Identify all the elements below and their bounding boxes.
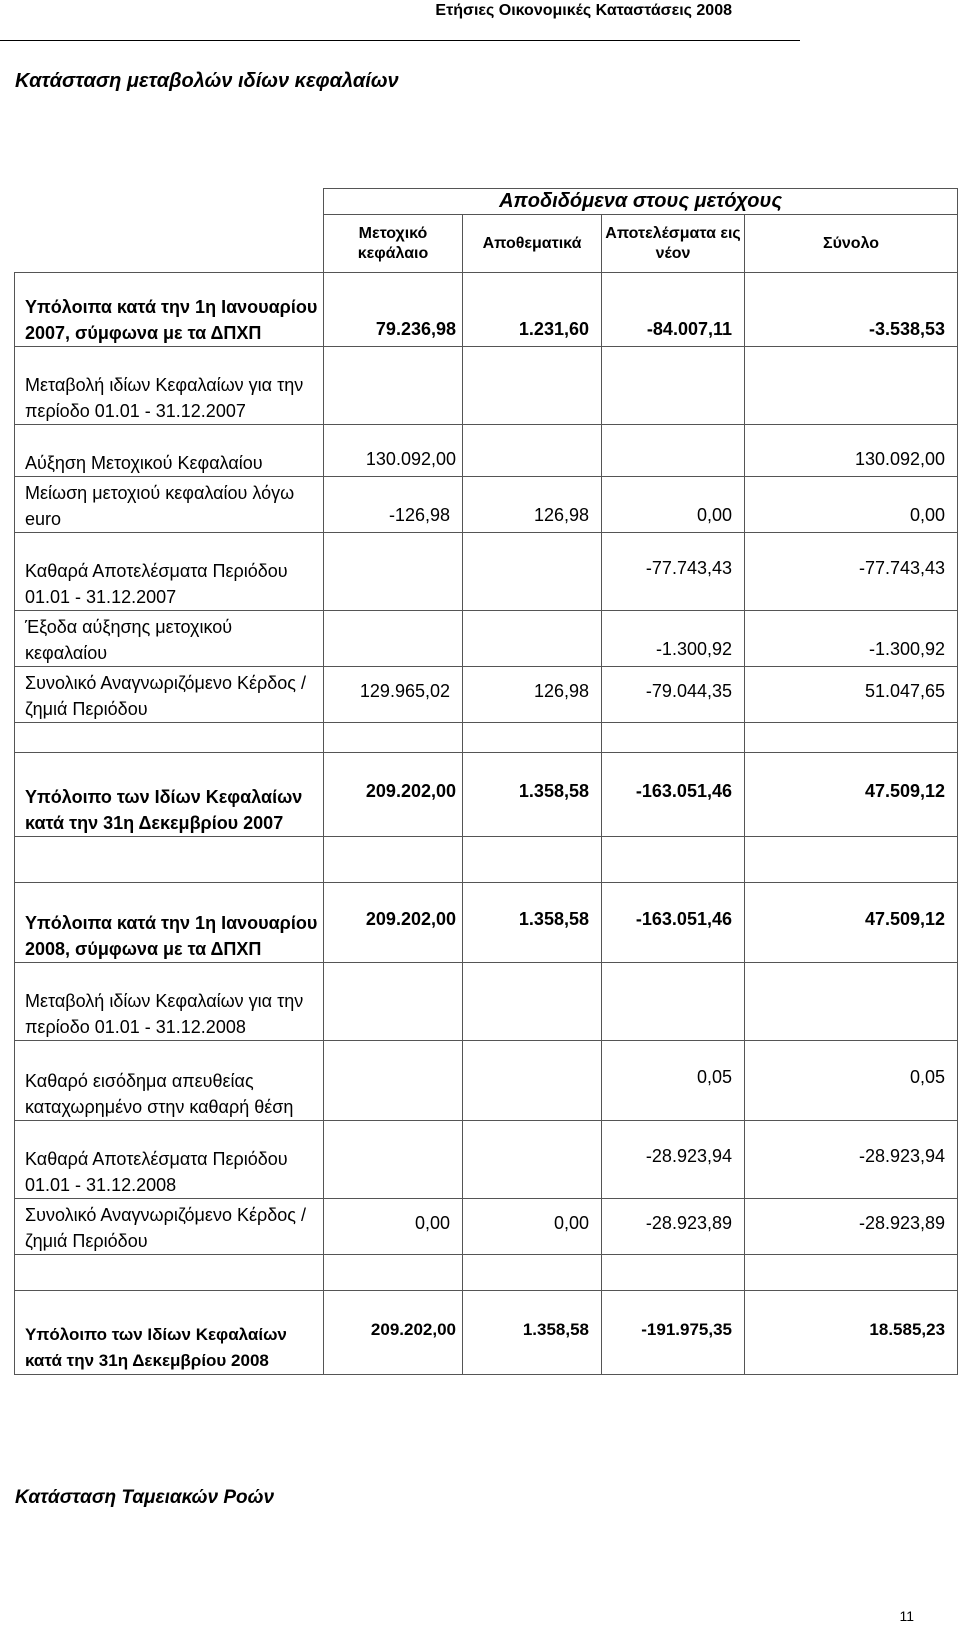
row-label: Καθαρά Αποτελέσματα Περιόδου 01.01 - 31.12.2008 [15,1121,324,1199]
cell-value: 209.202,00 [324,1291,463,1375]
cell-value: 130.092,00 [745,425,958,477]
cell-value: 47.509,12 [745,753,958,837]
col-header-share-capital: Μετοχικό κεφάλαιο [324,215,463,273]
cell-value: 1.358,58 [463,1291,602,1375]
cell-value: -163.051,46 [602,883,745,963]
cell-value: 0,00 [324,1199,463,1255]
section-title-cash-flows: Κατάσταση Ταμειακών Ροών [15,1487,275,1508]
cell-value: 18.585,23 [745,1291,958,1375]
cell-value: -126,98 [324,477,463,533]
cell-value: -28.923,94 [745,1121,958,1199]
row-label: Μεταβολή ιδίων Κεφαλαίων για την περίοδο 01.01 - 31.12.2007 [15,347,324,425]
cell-value: 51.047,65 [745,667,958,723]
row-label: Έξοδα αύξησης μετοχικού κεφαλαίου [15,611,324,667]
cell-value: -79.044,35 [602,667,745,723]
cell-value: -191.975,35 [602,1291,745,1375]
cell-value: -77.743,43 [602,533,745,611]
cell-value: -3.538,53 [745,273,958,347]
row-label: Συνολικό Αναγνωριζόμενο Κέρδος / ζημιά Περιόδου [15,1199,324,1255]
cell-value: 130.092,00 [324,425,463,477]
row-label: Αύξηση Μετοχικού Κεφαλαίου [15,425,324,477]
page-number: 11 [899,1608,914,1624]
row-label: Υπόλοιπο των Ιδίων Κεφαλαίων κατά την 31η Δεκεμβρίου 2008 [15,1291,324,1375]
cell-value: -28.923,89 [602,1199,745,1255]
row-label: Μεταβολή ιδίων Κεφαλαίων για την περίοδο 01.01 - 31.12.2008 [15,963,324,1041]
col-header-retained-earnings: Αποτελέσματα εις νέον [602,215,745,273]
cell-value: 126,98 [463,667,602,723]
cell-value: 0,00 [745,477,958,533]
cell-value: 1.358,58 [463,883,602,963]
col-header-reserves: Αποθεματικά [463,215,602,273]
cell-value: 47.509,12 [745,883,958,963]
cell-value: -163.051,46 [602,753,745,837]
cell-value: 126,98 [463,477,602,533]
section-title-equity-changes: Κατάσταση μεταβολών ιδίων κεφαλαίων [15,70,399,92]
cell-value: 79.236,98 [324,273,463,347]
row-label: Συνολικό Αναγνωριζόμενο Κέρδος / ζημιά Περιόδου [15,667,324,723]
row-label: Καθαρά Αποτελέσματα Περιόδου 01.01 - 31.12.2007 [15,533,324,611]
cell-value: -28.923,94 [602,1121,745,1199]
cell-value: -84.007,11 [602,273,745,347]
group-header: Αποδιδόμενα στους μετόχους [324,189,958,215]
cell-value: 129.965,02 [324,667,463,723]
cell-value: 1.358,58 [463,753,602,837]
row-label: Μείωση μετοχιού κεφαλαίου λόγω euro [15,477,324,533]
col-header-total: Σύνολο [745,215,958,273]
row-label: Υπόλοιπο των Ιδίων Κεφαλαίων κατά την 31η Δεκεμβρίου 2007 [15,753,324,837]
cell-value: 0,00 [463,1199,602,1255]
header-rule [0,40,800,41]
cell-value: -1.300,92 [602,611,745,667]
cell-value: 0,05 [745,1041,958,1121]
row-label: Υπόλοιπα κατά την 1η Ιανουαρίου 2008, σύμφωνα με τα ΔΠΧΠ [15,883,324,963]
cell-value: -28.923,89 [745,1199,958,1255]
document-header: Ετήσιες Οικονομικές Καταστάσεις 2008 [435,2,732,19]
cell-value: 0,05 [602,1041,745,1121]
row-label: Καθαρό εισόδημα απευθείας καταχωρημένο στην καθαρή θέση [15,1041,324,1121]
cell-value: 0,00 [602,477,745,533]
cell-value: 1.231,60 [463,273,602,347]
equity-changes-table [14,188,958,1375]
cell-value: -77.743,43 [745,533,958,611]
cell-value: 209.202,00 [324,753,463,837]
cell-value: -1.300,92 [745,611,958,667]
row-label: Υπόλοιπα κατά την 1η Ιανουαρίου 2007, σύμφωνα με τα ΔΠΧΠ [15,273,324,347]
cell-value: 209.202,00 [324,883,463,963]
